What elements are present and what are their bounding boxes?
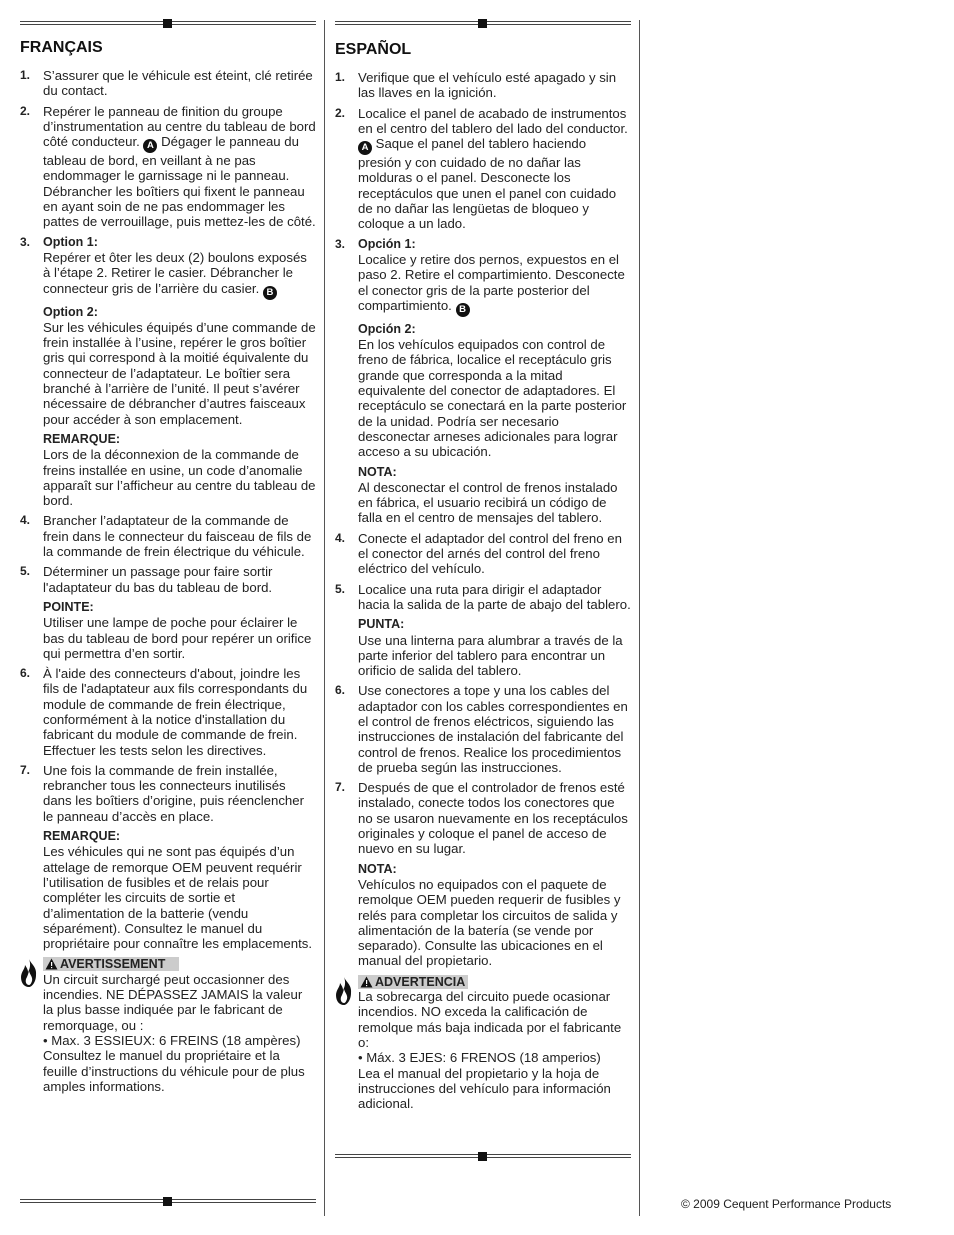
french-step-5 bbox=[20, 564, 316, 661]
french-step-1 bbox=[20, 68, 316, 99]
tip-text: Utiliser une lampe de poche pour éclairer le bas du tableau de bord pour repérer un orifice qui permettra d’en sortir. bbox=[43, 615, 312, 661]
spanish-step-6 bbox=[335, 683, 631, 775]
step-text: Localice una ruta para dirigir el adaptador hacia la salida de la parte de abajo del tablero. bbox=[358, 581, 631, 612]
option-1-label: Opción 1: bbox=[358, 236, 416, 251]
spanish-heading: ESPAÑOL bbox=[335, 41, 412, 58]
spanish-step-2 bbox=[335, 106, 631, 232]
warning-text-2: Lea el manual del propietario y la hoja de instrucciones del vehículo para información adicional. bbox=[358, 1065, 611, 1112]
french-step-6 bbox=[20, 666, 316, 758]
step-number: 1. bbox=[20, 68, 31, 82]
step-text: Une fois la commande de frein installée, rebrancher tous les connecteurs inutilisés dans les boîtiers d’origine, puis réenclencher le panneau d’accès en place. bbox=[43, 762, 304, 824]
french-step-7 bbox=[20, 763, 316, 952]
fire-icon bbox=[334, 976, 354, 1006]
bottom-rule-left bbox=[20, 1199, 316, 1203]
spanish-step-1 bbox=[335, 70, 631, 101]
step-number: 4. bbox=[20, 513, 31, 528]
warning-bullet: • Max. 3 ESSIEUX: 6 FREINS (18 ampères) bbox=[43, 1032, 301, 1048]
callout-b-icon: B bbox=[456, 303, 470, 317]
warning-label-text: AVERTISSEMENT bbox=[60, 957, 166, 972]
warning-label bbox=[43, 957, 179, 971]
step-text: Repérer le panneau de finition du groupe d’instrumentation au centre du tableau de bord côté conducteur. bbox=[43, 103, 316, 150]
french-heading: FRANÇAIS bbox=[20, 39, 103, 56]
step-text: S’assurer que le véhicule est éteint, clé retirée du contact. bbox=[43, 68, 313, 99]
spanish-step-4 bbox=[335, 531, 631, 577]
option-2-text: Sur les véhicules équipés d’une commande de frein installée à l’usine, repérer le gros boîtier gris qui correspond à la moitié équivalente du connecteur de l’adaptateur. Le boîtier sera branché à l’arrière de l’unité. Il peut s’avérer nécessaire de débrancher d’autres faisceaux pour accéder à son emplacement. bbox=[43, 319, 316, 427]
step-text-cont: Saque el panel del tablero haciendo presión y con cuidado de no dañar las molduras o el panel. Desconecte los receptáculos que unen el panel con cuidado de no dañar las lengüetas de bloqueo y coloque a un lado. bbox=[358, 136, 617, 232]
french-step-3 bbox=[20, 235, 316, 509]
step-number: 7. bbox=[20, 762, 31, 777]
step-text: Brancher l’adaptateur de la commande de frein dans le connecteur du faisceau de fils de la commande de frein électrique du véhicule. bbox=[43, 513, 312, 560]
step-number: 5. bbox=[20, 564, 31, 579]
top-rule-left bbox=[20, 21, 316, 25]
step-number: 1. bbox=[335, 70, 346, 84]
note-text: Les véhicules qui ne sont pas équipés d’un attelage de remorque OEM peuvent requérir l’utilisation de fusibles et de relais pour compléter les circuits de sortie et d’alimentation de la batterie (vendu séparément). Consultez le manuel du propriétaire pour connaître les emplacements. bbox=[43, 844, 313, 952]
step-number: 2. bbox=[335, 105, 346, 120]
option-1-text: Repérer et ôter les deux (2) boulons exposés à l’étape 2. Retirer le casier. Débrancher le connecteur gris de l’arrière du casier. bbox=[43, 249, 307, 296]
spanish-column bbox=[335, 41, 631, 1111]
warning-text: La sobrecarga del circuito puede ocasionar incendios. NO exceda la calificación de remolque más baja indicada por el fabricante o: bbox=[358, 989, 622, 1050]
step-text: Localice el panel de acabado de instrumentos en el centro del tablero del lado del conductor. bbox=[358, 105, 628, 136]
option-1-label: Option 1: bbox=[43, 234, 98, 249]
option-2-label: Option 2: bbox=[43, 304, 98, 319]
warning-text: Un circuit surchargé peut occasionner des incendies. NE DÉPASSEZ JAMAIS la valeur la plus basse indiquée par le fabricant de remorquage, ou : bbox=[43, 971, 303, 1033]
note-label: NOTA: bbox=[358, 464, 397, 479]
step-number: 6. bbox=[20, 666, 31, 681]
spanish-step-5 bbox=[335, 582, 631, 679]
step-text-cont: Dégager le panneau du tableau de bord, en veillant à ne pas endommager le garnissage ni le panneau. Débrancher les boîtiers qui fixent le panneau en ayant soin de ne pas endommager les pattes de verrouillage, puis mettez-les de côté. bbox=[43, 134, 316, 230]
french-warning bbox=[20, 956, 316, 1094]
warning-triangle-icon bbox=[360, 976, 373, 988]
column-divider-left bbox=[324, 20, 325, 1216]
warning-label-text: ADVERTENCIA bbox=[375, 974, 466, 989]
spanish-warning bbox=[335, 974, 631, 1112]
bottom-rule-right bbox=[335, 1154, 631, 1158]
note-label: REMARQUE: bbox=[43, 829, 121, 844]
note-text: Lors de la déconnexion de la commande de freins installée en usine, un code d’anomalie apparaît sur l’afficheur au centre du tableau de bord. bbox=[43, 447, 316, 509]
warning-text-2: Consultez le manuel du propriétaire et la feuille d’instructions du véhicule pour de plus amples informations. bbox=[43, 1048, 305, 1094]
tip-label: POINTE: bbox=[43, 599, 94, 614]
option-2-label: Opción 2: bbox=[358, 321, 416, 336]
option-1-text: Localice y retire dos pernos, expuestos en el paso 2. Retire el compartimiento. Desconecte el conector gris de la parte posterior del compartimiento. bbox=[358, 251, 625, 313]
step-text: Conecte el adaptador del control del freno en el conector del arnés del control del freno eléctrico del vehículo. bbox=[358, 530, 622, 577]
column-divider-right bbox=[639, 20, 640, 1216]
step-number: 3. bbox=[20, 234, 31, 249]
step-text: Use conectores a tope y una los cables del adaptador con los cables correspondientes en el control de frenos eléctricos, siguiendo las instrucciones de instalación del fabricante del control de frenos. Realice los procedimientos de prueba según las instrucciones. bbox=[358, 683, 628, 775]
copyright-footer: © 2009 Cequent Performance Products bbox=[681, 1197, 892, 1211]
step-number: 2. bbox=[20, 103, 31, 118]
warning-bullet: • Máx. 3 EJES: 6 FRENOS (18 amperios) bbox=[358, 1050, 601, 1066]
callout-a-icon: A bbox=[143, 139, 157, 153]
spanish-step-3 bbox=[335, 237, 631, 526]
step-number: 4. bbox=[335, 530, 346, 545]
warning-label bbox=[358, 975, 468, 989]
step-text: Verifique que el vehículo esté apagado y sin las llaves en la ignición. bbox=[358, 70, 617, 101]
note-text: Vehículos no equipados con el paquete de remolque OEM pueden requerir de fusibles y relés para completar los circuitos de salida y alimentación de la batería (se vende por separado). Consulte las ubicaciones en el manual del propietario. bbox=[358, 876, 621, 969]
note-label: NOTA: bbox=[358, 861, 397, 876]
warning-triangle-icon bbox=[45, 958, 58, 970]
french-column bbox=[20, 39, 316, 1094]
tip-text: Use una linterna para alumbrar a través de la parte inferior del tablero para encontrar un orificio de salida del tablero. bbox=[358, 632, 623, 679]
fire-icon bbox=[19, 958, 39, 988]
step-text: À l'aide des connecteurs d'about, joindre les fils de l'adaptateur aux fils correspondants du module de commande de frein électrique, conformément à la notice d'installation du fabricant du module de commande de frein. Effectuer les tests selon les directives. bbox=[43, 666, 308, 758]
callout-a-icon: A bbox=[358, 141, 372, 155]
step-number: 7. bbox=[335, 780, 346, 795]
step-number: 3. bbox=[335, 236, 346, 251]
note-text: Al desconectar el control de frenos instalado en fábrica, el usuario recibirá un código de falla en el centro de mensajes del tablero. bbox=[358, 479, 618, 526]
step-text: Déterminer un passage pour faire sortir l'adaptateur du bas du tableau de bord. bbox=[43, 564, 273, 595]
step-number: 6. bbox=[335, 683, 346, 698]
note-label: REMARQUE: bbox=[43, 431, 121, 446]
step-text: Después de que el controlador de frenos esté instalado, conecte todos los conectores que no se usaron nuevamente en los receptáculos originales y coloque el panel de acceso de nuevo en su lugar. bbox=[358, 780, 628, 857]
top-rule-right bbox=[335, 21, 631, 25]
french-step-2 bbox=[20, 104, 316, 230]
spanish-step-7 bbox=[335, 780, 631, 969]
french-step-4 bbox=[20, 513, 316, 559]
callout-b-icon: B bbox=[263, 286, 277, 300]
step-number: 5. bbox=[335, 581, 346, 596]
option-2-text: En los vehículos equipados con control de freno de fábrica, localice el receptáculo gris grande que corresponda a la mitad equivalente del conector de adaptadores. El receptáculo se conectará en la parte posterior de la unidad. Podría ser necesario desconectar arneses adicionales para lograr acceso a su ubicación. bbox=[358, 337, 627, 460]
tip-label: PUNTA: bbox=[358, 617, 405, 632]
